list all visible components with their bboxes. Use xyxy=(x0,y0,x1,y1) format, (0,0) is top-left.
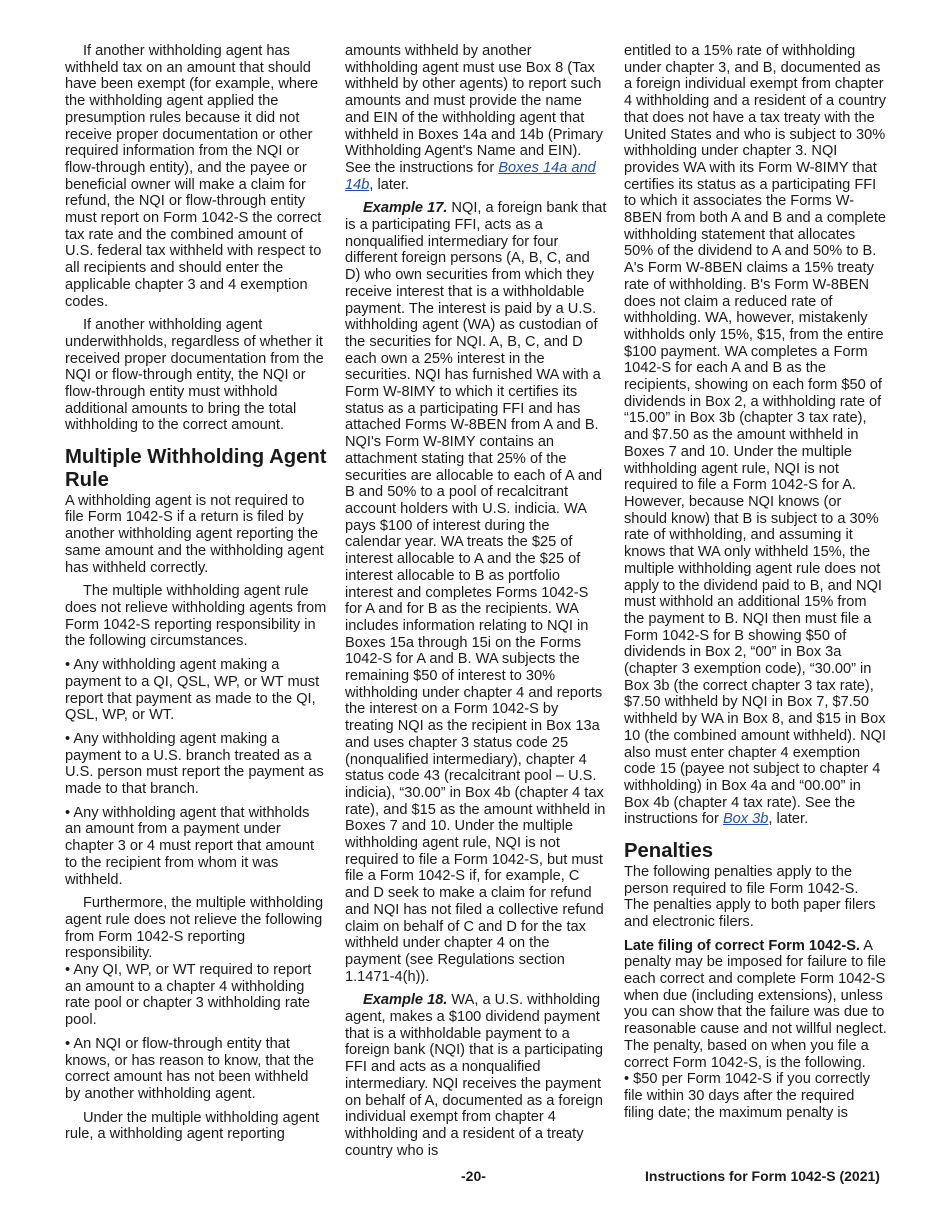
bullet-icon: • xyxy=(65,657,71,674)
paragraph: A withholding agent is not required to file Form 1042-S if a return is filed by another withholding agent reporting the same amount and the withholding agent has withheld correctly. xyxy=(65,492,324,576)
paragraph: If another withholding agent underwithholds, regardless of whether it received proper documentation from the NQI or flow-through entity, the NQI or flow-through entity must withhold additional amounts to bring the total withholding to the correct amount. xyxy=(65,317,324,434)
bullet-item: • Any withholding agent that withholds an amount from a payment under chapter 3 or 4 must report that amount to the recipient from whom it was withheld. xyxy=(65,804,315,888)
paragraph: Furthermore, the multiple withholding agent rule does not relieve the following from Form 1042-S reporting responsibility. xyxy=(65,895,324,962)
bullet-icon: • xyxy=(65,1035,71,1052)
bullet-icon: • xyxy=(65,730,71,747)
paragraph: If another withholding agent has withheld tax on an amount that should have been exempt (for example, where the withholding agent applied the presumption rules because it did not receive proper documentation or other required information from the NQI or flow-through entity), and the payee or beneficial owner will make a claim for refund, the NQI or flow-through entity must report on Form 1042-S the correct tax rate and the combined amount of U.S. federal tax withheld with respect to all recipients and should enter the applicable chapter 3 and 4 exemption codes. xyxy=(65,43,322,310)
column-right xyxy=(624,43,887,1121)
column-middle xyxy=(345,43,607,1166)
column-left xyxy=(65,43,327,1150)
paragraph: The multiple withholding agent rule does not relieve withholding agents from Form 1042-S reporting responsibility in the following circumstances. xyxy=(65,583,327,650)
section-heading-multiple-withholding: Multiple Withholding Agent Rule xyxy=(65,446,327,491)
document-title: Instructions for Form 1042-S (2021) xyxy=(645,1168,880,1184)
paragraph: entitled to a 15% rate of withholding under chapter 3, and B, documented as a foreign individual exempt from chapter 4 withholding and a resident of a country that does not have a tax treaty with the United States and who is subject to 30% withholding under chapter 3. NQI provides WA with its Form W-8IMY that certifies its status as a participating FFI to which it associates the Forms W-8BEN from both A and B and a complete withholding statement that allocates 50% of the dividend to A and 50% to B. A's Form W-8BEN claims a 15% treaty rate of withholding. B's Form W-8BEN does not claim a reduced rate of withholding. WA, however, mistakenly withholds only 15%, $15, from the entire $100 payment. WA completes a Form 1042-S for each A and B as the recipients, showing on each form $50 of dividends in Box 2, a withholding rate of “15.00” in Box 3b (chapter 3 tax rate), and $7.50 as the amount withheld in Boxes 7 and 10. Under the multiple withholding agent rule, NQI is not required to file a Form 1042-S for A. However, because NQI knows (or should know) that B is subject to a 30% rate of withholding, and assuming it knows that WA only withheld 15%, the multiple withholding agent rule does not apply to the dividend paid to B, and NQI must withhold an additional 15% from the payment to B. NQI then must file a Form 1042-S for B showing $50 of dividends in Box 2, “00” in Box 3a (chapter 3 exemption code), “30.00” in Box 3b (the correct chapter 3 tax rate), $7.50 withheld by NQI in Box 7, $7.50 withheld by WA in Box 8, and $15 in Box 10 (the combined amount withheld). NQI also must enter chapter 4 exemption code 15 (payee not subject to chapter 4 withholding) in Box 4a and “00.00” in Box 4b (chapter 4 tax rate). See the instructions for Box 3b, later. xyxy=(624,43,887,828)
link-box-3b[interactable]: Box 3b xyxy=(722,811,769,828)
example-18: Example 18. WA, a U.S. withholding agent, makes a $100 dividend payment that is a withholdable payment to a foreign bank (NQI) that is a participating FFI and acts as a nonqualified intermediary. NQI receives the payment on behalf of A, documented as a foreign individual exempt from chapter 4 withholding and a resident of a treaty country who is xyxy=(345,992,604,1159)
section-heading-penalties: Penalties xyxy=(624,840,714,863)
example-17: Example 17. NQI, a foreign bank that is a participating FFI, acts as a nonqualified intermediary for four different foreign persons (A, B, C, and D) who own securities from which they receive interest that is a withholdable payment. The interest is paid by a U.S. withholding agent (WA) as custodian of the securities for NQI. A, B, C, and D each own a 25% interest in the securities. NQI has furnished WA with a Form W-8IMY to which it certifies its status as a participating FFI and has attached Forms W-8BEN from A and B. NQI's Form W-8IMY contains an attachment stating that 25% of the securities are allocable to each of A and B and 50% to a pool of recalcitrant account holders with U.S. indicia. WA pays $100 of interest during the calendar year. WA treats the $25 of interest allocable to A and the $25 of interest allocable to B as portfolio interest and completes Forms 1042-S for A and for B as the recipients. WA includes information relating to NQI in Boxes 15a through 15i on the Forms 1042-S for A and B. WA subjects the remaining $50 of interest to 30% withholding under chapter 4 and reports the interest on a Form 1042-S by treating NQI as the recipient in Box 13a and uses chapter 3 status code 25 (nonqualified intermediary), chapter 4 status code 43 (recalcitrant pool – U.S. indicia), “30.00” in Box 4b (chapter 4 tax rate), and $15 as the amount withheld in Boxes 7 and 10. Under the multiple withholding agent rule, NQI is not required to file a Form 1042-S, but must file a Form 1042-S if, for example, C and D seek to make a claim for refund and NQI has not filed a collective refund claim on behalf of C and D for the tax withheld under chapter 4 on the payment (see Regulations section 1.1471-4(h)). xyxy=(345,200,607,985)
bullet-item: • Any QI, WP, or WT required to report an amount to a chapter 4 withholding rate pool or chapter 3 withholding rate pool. xyxy=(65,962,312,1029)
bullet-item: • $50 per Form 1042-S if you correctly file within 30 days after the required filing date; the maximum penalty is xyxy=(624,1071,871,1121)
page-number: -20- xyxy=(461,1168,486,1184)
paragraph: amounts withheld by another withholding agent must use Box 8 (Tax withheld by other agents) to report such amounts and must provide the name and EIN of the withholding agent that withheld in Boxes 14a and 14b (Primary Withholding Agent's Name and EIN). See the instructions for Boxes 14a and 14b, later. xyxy=(345,43,603,193)
paragraph: Under the multiple withholding agent rule, a withholding agent reporting xyxy=(65,1109,320,1143)
paragraph: The following penalties apply to the person required to file Form 1042-S. The penalties apply to both paper filers and electronic filers. xyxy=(624,863,876,930)
run-in-heading: Late filing of correct Form 1042-S. xyxy=(624,937,860,954)
bullet-item: • An NQI or flow-through entity that knows, or has reason to know, that the correct amount has not been withheld by another withholding agent. xyxy=(65,1035,315,1102)
bullet-icon: • xyxy=(624,1071,630,1088)
paragraph-late-filing: Late filing of correct Form 1042-S. A penalty may be imposed for failure to file each correct and complete Form 1042-S when due (including extensions), unless you can show that the failure was due to reasonable cause and not willful neglect. The penalty, based on when you file a correct Form 1042-S, is the following. xyxy=(624,937,887,1071)
example-label: Example 18. xyxy=(363,992,448,1009)
link-boxes-14a-14b[interactable]: Boxes 14a and 14b xyxy=(345,159,596,193)
bullet-icon: • xyxy=(65,804,71,821)
bullet-icon: • xyxy=(65,962,71,979)
bullet-item: • Any withholding agent making a payment to a U.S. branch treated as a U.S. person must report the payment as made to that branch. xyxy=(65,730,324,798)
bullet-item: • Any withholding agent making a payment to a QI, QSL, WP, or WT must report that payment as made to the QI, QSL, WP, or WT. xyxy=(65,657,320,724)
example-label: Example 17. xyxy=(363,200,448,217)
